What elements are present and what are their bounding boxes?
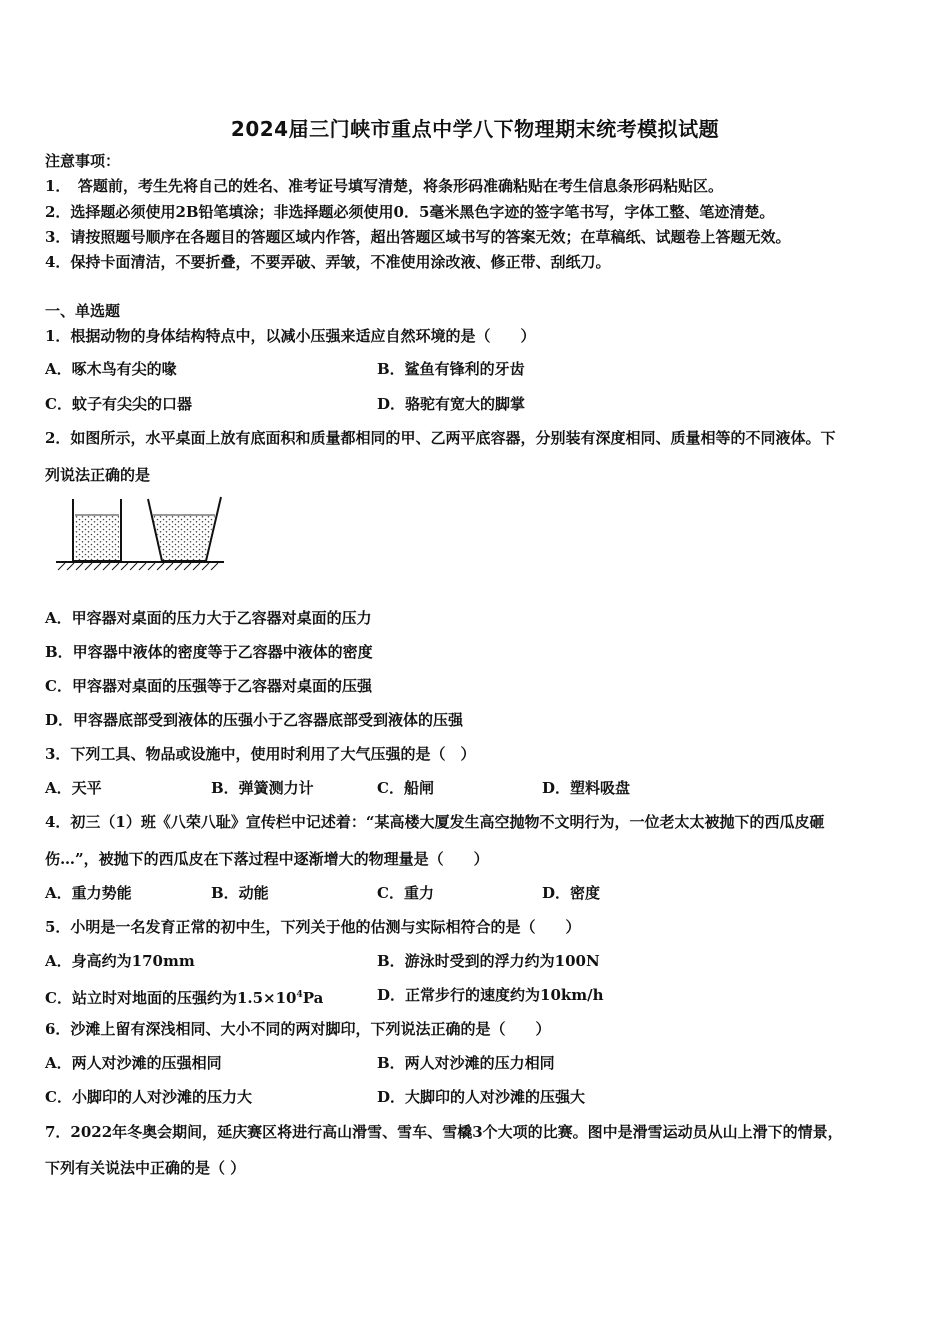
q1-option-b: B．鲨鱼有锋利的牙齿	[377, 360, 525, 378]
q4-option-d: D．密度	[542, 884, 601, 902]
notice-item-3: 3．请按照题号顺序在各题目的答题区域内作答，超出答题区域书写的答案无效；在草稿纸、试题卷上答题无效。	[45, 228, 791, 246]
q4-option-c: C．重力	[377, 884, 434, 902]
q3-option-d: D．塑料吸盘	[542, 779, 631, 797]
container-yi-liquid	[153, 515, 215, 560]
q6-option-d: D．大脚印的人对沙滩的压强大	[377, 1088, 586, 1106]
q3-option-b: B．弹簧测力计	[211, 779, 314, 797]
containers-figure	[54, 493, 226, 573]
q7-stem-line1: 7．2022年冬奥会期间，延庆赛区将进行高山滑雪、雪车、雪橇3个大项的比赛。图中是滑雪运动员从山上滑下的情景，	[45, 1123, 843, 1141]
q4-option-a: A．重力势能	[45, 884, 132, 902]
q1-option-a: A．啄木鸟有尖的喙	[45, 360, 177, 378]
container-jia-liquid	[75, 515, 119, 561]
q2-option-a: A．甲容器对桌面的压力大于乙容器对桌面的压力	[45, 609, 372, 627]
notice-heading: 注意事项：	[45, 152, 121, 170]
q1-option-c: C．蚊子有尖尖的口器	[45, 395, 192, 413]
q3-option-c: C．船闸	[377, 779, 434, 797]
q6-option-a: A．两人对沙滩的压强相同	[45, 1054, 222, 1072]
section-heading: 一、单选题	[45, 302, 121, 320]
q2-stem-line1: 2．如图所示，水平桌面上放有底面积和质量都相同的甲、乙两平底容器，分别装有深度相同、质量相等的不同液体。下	[45, 429, 836, 447]
q2-option-c: C．甲容器对桌面的压强等于乙容器对桌面的压强	[45, 677, 372, 695]
q5-option-b: B．游泳时受到的浮力约为100N	[377, 952, 600, 970]
q3-option-a: A．天平	[45, 779, 102, 797]
notice-item-2: 2．选择题必须使用2B铅笔填涂；非选择题必须使用0．5毫米黑色字迹的签字笔书写，字体工整、笔迹清楚。	[45, 203, 775, 221]
q5-option-a: A．身高约为170mm	[45, 952, 195, 970]
q5-option-c: C．站立时对地面的压强约为$1.5\times 10^4Pa$	[45, 989, 324, 1007]
q2-option-b: B．甲容器中液体的密度等于乙容器中液体的密度	[45, 643, 373, 661]
q4-option-b: B．动能	[211, 884, 269, 902]
q1-stem: 1．根据动物的身体结构特点中，以减小压强来适应自然环境的是（ ）	[45, 327, 536, 345]
table-hatching	[58, 563, 218, 570]
q6-option-b: B．两人对沙滩的压力相同	[377, 1054, 555, 1072]
q3-stem: 3．下列工具、物品或设施中，使用时利用了大气压强的是（ ）	[45, 745, 476, 763]
q1-option-d: D．骆驼有宽大的脚掌	[377, 395, 526, 413]
q6-stem: 6．沙滩上留有深浅相同、大小不同的两对脚印，下列说法正确的是（ ）	[45, 1020, 551, 1038]
q5-stem: 5．小明是一名发育正常的初中生，下列关于他的估测与实际相符合的是（ ）	[45, 918, 581, 936]
q5-option-d: D．正常步行的速度约为10km/h	[377, 986, 604, 1004]
notice-item-4: 4．保持卡面清洁，不要折叠，不要弄破、弄皱，不准使用涂改液、修正带、刮纸刀。	[45, 253, 611, 271]
q2-option-d: D．甲容器底部受到液体的压强小于乙容器底部受到液体的压强	[45, 711, 464, 729]
q6-option-c: C．小脚印的人对沙滩的压力大	[45, 1088, 252, 1106]
exam-title: 2024届三门峡市重点中学八下物理期末统考模拟试题	[230, 117, 720, 141]
q4-stem-line1: 4．初三（1）班《八荣八耻》宣传栏中记述着：“某高楼大厦发生高空抛物不文明行为，一位老太太被抛下的西瓜皮砸	[45, 813, 825, 831]
q4-stem-line2: 伤…”，被抛下的西瓜皮在下落过程中逐渐增大的物理量是（ ）	[45, 850, 489, 868]
q2-stem-line2: 列说法正确的是	[45, 466, 151, 484]
notice-item-1: 1． 答题前，考生先将自己的姓名、准考证号填写清楚，将条形码准确粘贴在考生信息条形码粘贴区。	[45, 177, 723, 195]
q7-stem-line2: 下列有关说法中正确的是（ ）	[45, 1159, 246, 1177]
